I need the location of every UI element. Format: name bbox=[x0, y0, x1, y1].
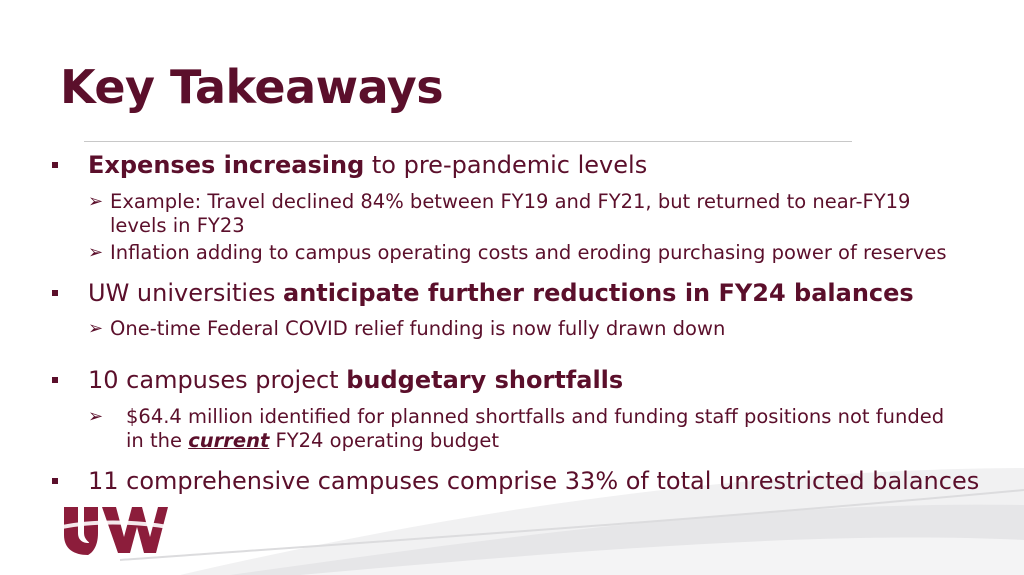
arrow-bullet-icon: ➢ bbox=[88, 406, 104, 427]
arrow-bullet-icon: ➢ bbox=[88, 242, 104, 263]
bullet-bold-text: anticipate further reductions in FY24 balances bbox=[283, 279, 914, 307]
arrow-bullet-icon: ➢ bbox=[88, 318, 104, 339]
bullet-text: to pre-pandemic levels bbox=[364, 151, 648, 179]
bullet-text: 11 comprehensive campuses comprise 33% of total unrestricted balances bbox=[88, 467, 980, 495]
square-bullet-icon bbox=[52, 162, 58, 168]
sub-bullet-text: Inflation adding to campus operating costs and eroding purchasing power of reserves bbox=[110, 241, 947, 264]
square-bullet-icon bbox=[52, 377, 58, 383]
sub-bullet-post: FY24 operating budget bbox=[269, 429, 500, 452]
sub-bullet-text: $64.4 million identified for planned shortfalls and funding staff positions not funded bbox=[126, 405, 945, 428]
sub-bullet-pre: in the bbox=[126, 429, 189, 452]
emphasis-current: current bbox=[188, 429, 270, 452]
arrow-bullet-icon: ➢ bbox=[88, 191, 104, 212]
uw-logo bbox=[62, 503, 168, 555]
sub-bullet-text-cont: levels in FY23 bbox=[110, 214, 245, 237]
bullet-bold-text: Expenses increasing bbox=[88, 151, 365, 179]
bullet-bold-text: budgetary shortfalls bbox=[346, 366, 624, 394]
bullet-text: 10 campuses project bbox=[88, 366, 347, 394]
slide-title: Key Takeaways bbox=[60, 60, 444, 114]
sub-bullet-text: One-time Federal COVID relief funding is now fully drawn down bbox=[110, 317, 726, 340]
square-bullet-icon bbox=[52, 290, 58, 296]
square-bullet-icon bbox=[52, 478, 58, 484]
bullet-text: UW universities bbox=[88, 279, 283, 307]
sub-bullet-text: Example: Travel declined 84% between FY19 and FY21, but returned to near-FY19 bbox=[110, 190, 911, 213]
